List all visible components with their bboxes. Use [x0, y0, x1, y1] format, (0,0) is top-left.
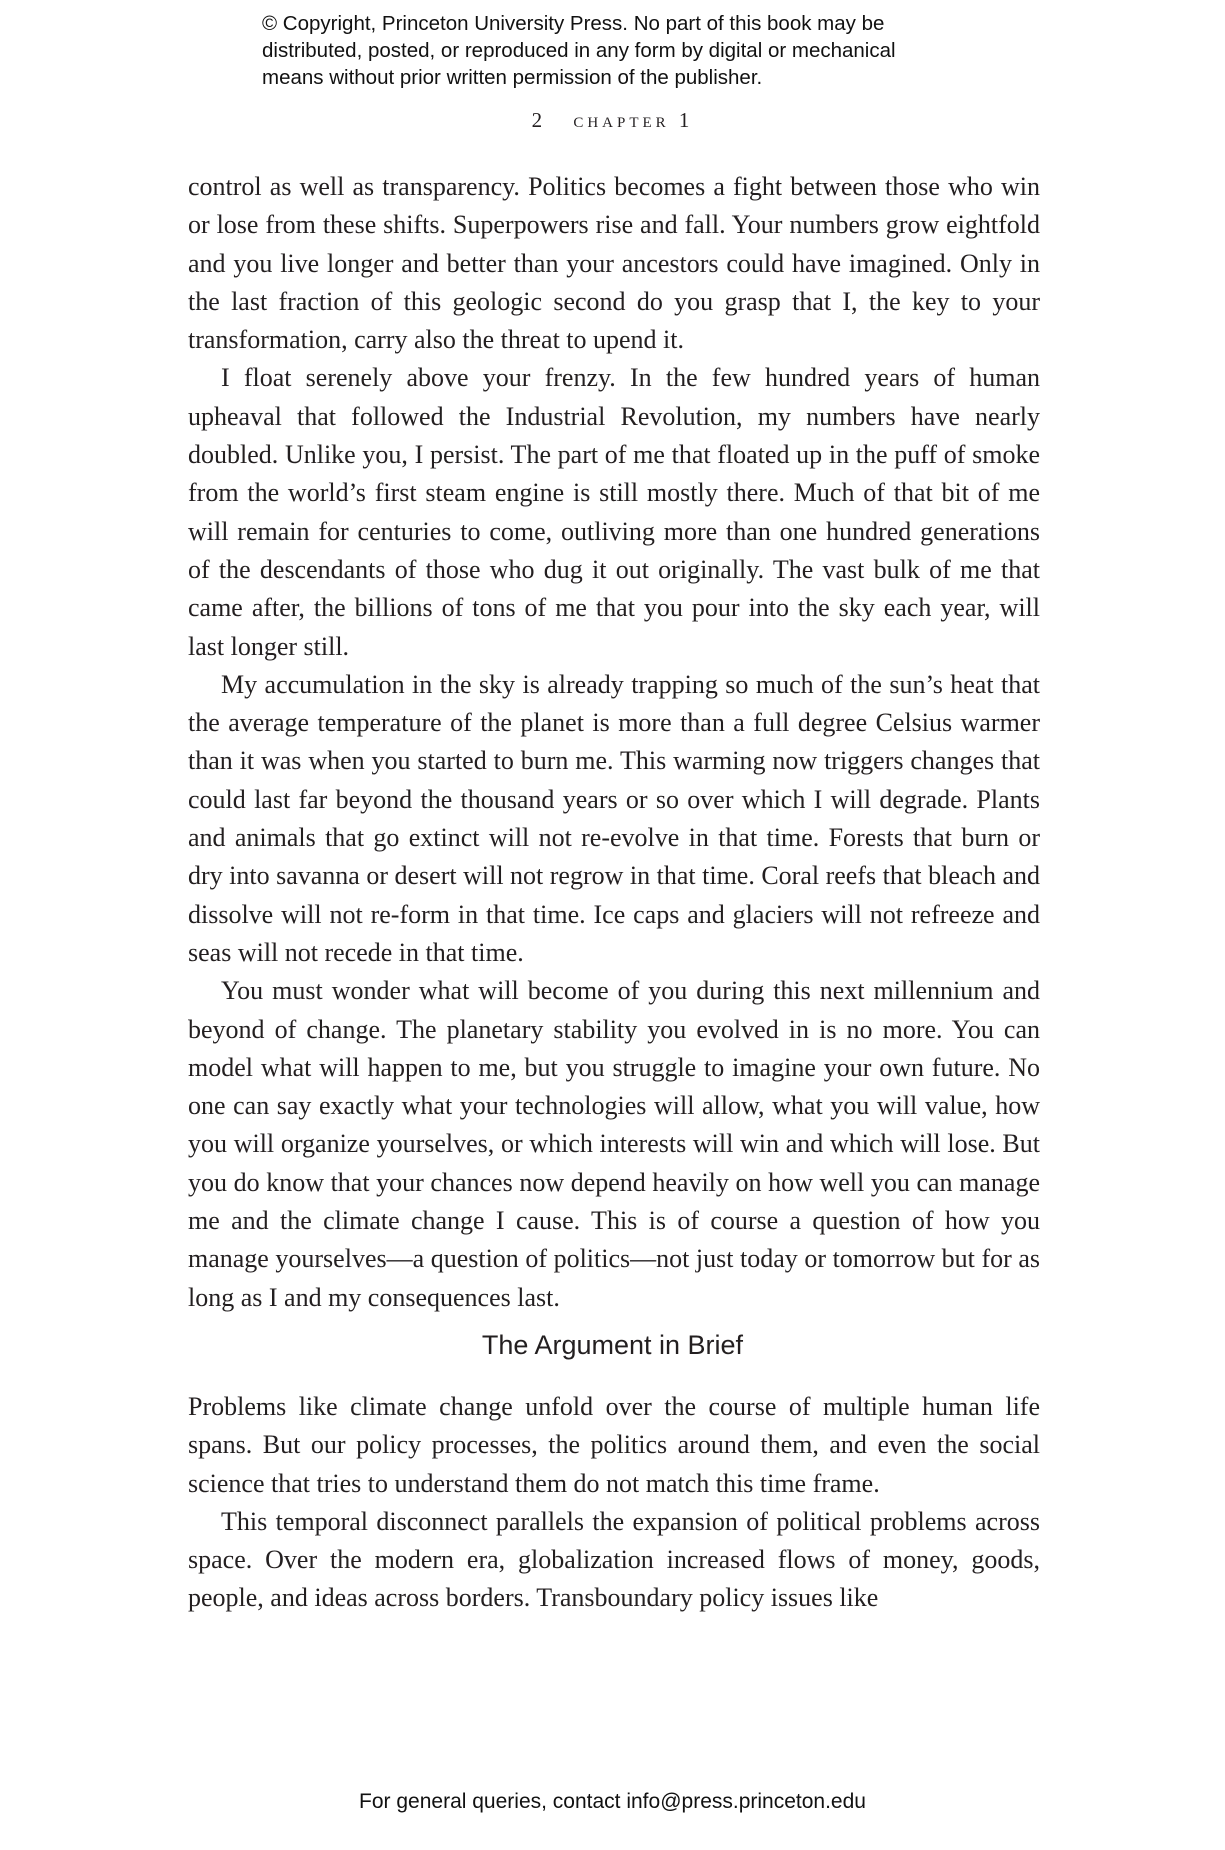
- body-paragraph-2: I float serenely above your frenzy. In the few hundred years of human upheaval that followed the Industrial Revolution, my numbers have nearly doubled. Unlike you, I persist. The part of me that floated up in the puff of smoke from the world’s first steam engine is still mostly there. Much of that bit of me will remain for centuries to come, outliving more than one hundred generations of the descendants of those who dug it out originally. The vast bulk of me that came after, the billions of tons of me that you pour into the sky each year, will last longer still.: [188, 363, 1040, 661]
- body-text: [188, 168, 1040, 1317]
- copyright-line-3: means without prior written permission of the publisher.: [262, 66, 763, 89]
- section-heading: The Argument in Brief: [481, 1330, 744, 1360]
- chapter-label: chapter 1: [573, 108, 694, 132]
- body-paragraph-4: You must wonder what will become of you during this next millennium and beyond of change. The planetary stability you evolved in is no more. You can model what will happen to me, but you struggle to imagine your own future. No one can say exactly what your technologies will allow, what you will value, how you will organize yourselves, or which interests will win and which will lose. But you do know that your chances now depend heavily on how well you can manage me and the climate change I cause. This is of course a question of how you manage yourselves—a question of politics—not just today or tomorrow but for as long as I and my consequences last.: [188, 976, 1040, 1312]
- body-paragraph-3: My accumulation in the sky is already trapping so much of the sun’s heat that the average temperature of the planet is more than a full degree Celsius warmer than it was when you started to burn me. This warming now triggers changes that could last far beyond the thousand years or so over which I will degrade. Plants and animals that go extinct will not re-evolve in that time. Forests that burn or dry into savanna or desert will not regrow in that time. Coral reefs that bleach and dissolve will not re-form in that time. Ice caps and glaciers will not refreeze and seas will not recede in that time.: [188, 669, 1040, 967]
- copyright-notice: [262, 10, 982, 91]
- section-paragraph-1: Problems like climate change unfold over the course of multiple human life spans. But our policy processes, the politics around them, and even the social science that tries to understand them do not match this time frame.: [188, 1392, 1040, 1498]
- section-paragraph-2: This temporal disconnect parallels the expansion of political problems across space. Over the modern era, globalization increased flows of money, goods, people, and ideas across borders. Transboundary policy issues like: [188, 1506, 1040, 1613]
- copyright-line-2: distributed, posted, or reproduced in any form by digital or mechanical: [262, 39, 896, 62]
- copyright-line-1: © Copyright, Princeton University Press. No part of this book may be: [262, 12, 885, 35]
- page-number: 2: [531, 108, 546, 132]
- body-paragraph-1: control as well as transparency. Politics becomes a fight between those who win or lose from these shifts. Superpowers rise and fall. Your numbers grow eightfold and you live longer and better than your ancestors could have imagined. Only in the last fraction of this geologic second do you grasp that I, the key to your transformation, carry also the threat to upend it.: [188, 172, 1040, 355]
- footer-contact: For general queries, contact info@press.princeton.edu: [359, 1790, 866, 1813]
- running-head: [0, 108, 1225, 133]
- section-body-text: [188, 1388, 1040, 1618]
